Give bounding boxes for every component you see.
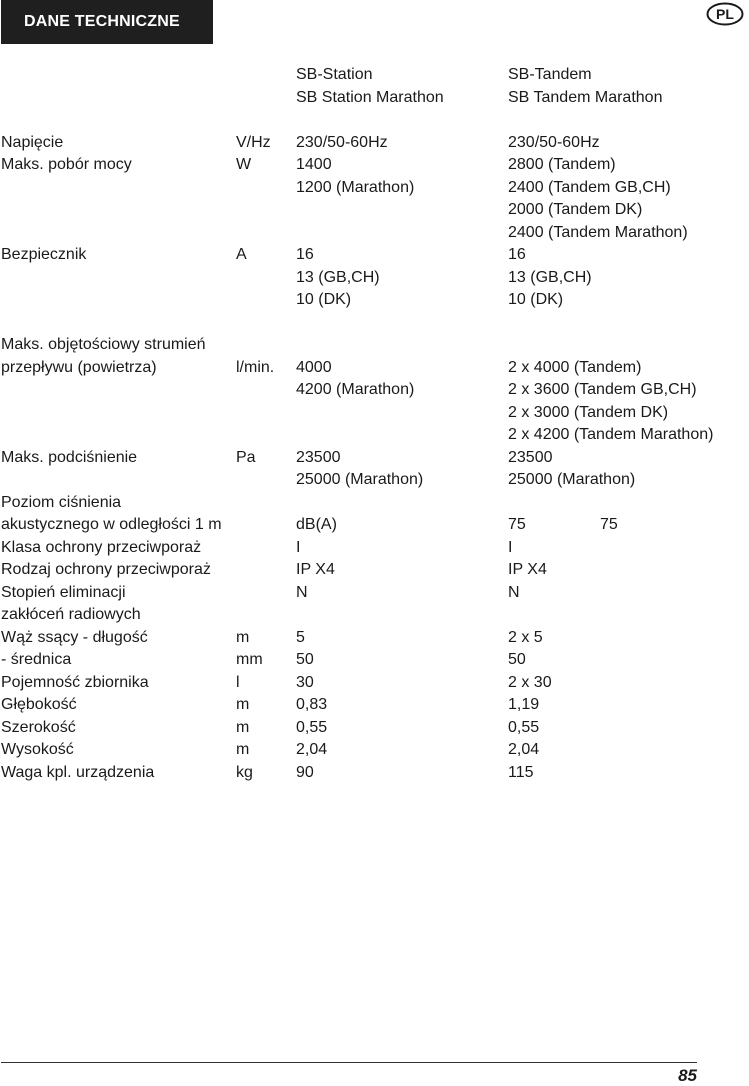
spec-value-station: 25000 (Marathon) <box>296 471 424 488</box>
spec-value-station: 90 <box>296 763 314 781</box>
spec-row <box>1 739 746 762</box>
spec-unit: l <box>236 673 240 691</box>
spec-unit: m <box>236 628 250 646</box>
spec-unit: m <box>236 718 250 736</box>
spec-value-station: N <box>296 583 308 601</box>
spec-label: Wysokość <box>1 741 74 758</box>
spec-value-station: 4200 (Marathon) <box>296 381 415 398</box>
spec-value-tandem: 2 x 4200 (Tandem Marathon) <box>508 426 714 443</box>
spec-value-station: 23500 <box>296 448 341 466</box>
spec-unit: mm <box>236 651 263 668</box>
spec-row <box>1 582 746 605</box>
spec-row <box>1 177 746 200</box>
spec-value-station: 5 <box>296 628 305 646</box>
spec-value-station: I <box>296 538 301 556</box>
spec-value-tandem: 2800 (Tandem) <box>508 156 616 173</box>
spec-row <box>1 447 746 470</box>
spec-value-tandem: 25000 (Marathon) <box>508 471 636 488</box>
spec-row <box>1 199 746 222</box>
spec-label: Maks. objętościowy strumień <box>1 336 206 353</box>
spec-row <box>1 222 746 245</box>
spec-label: zakłóceń radiowych <box>1 606 141 623</box>
spec-value-tandem: SB-Tandem <box>508 66 592 83</box>
spec-value-station: 1200 (Marathon) <box>296 178 415 196</box>
spec-row <box>1 469 746 492</box>
spec-row <box>1 627 746 650</box>
spec-value-station: 16 <box>296 246 314 263</box>
spec-row <box>1 402 746 425</box>
spec-unit: V/Hz <box>236 133 271 151</box>
language-badge <box>706 2 744 26</box>
spec-row <box>1 267 746 290</box>
spec-label: Stopień eliminacji <box>1 583 126 601</box>
spec-value-tandem: 13 (GB,CH) <box>508 268 592 286</box>
spec-label: Waga kpl. urządzenia <box>1 763 155 781</box>
spec-row <box>1 132 746 155</box>
spec-label: Głębokość <box>1 696 77 713</box>
spec-label: Napięcie <box>1 133 64 151</box>
spec-value-station: 1400 <box>296 156 332 173</box>
spec-label: przepływu (powietrza) <box>1 358 157 376</box>
spec-label: - średnica <box>1 651 72 668</box>
spec-value-tandem: 16 <box>508 246 526 263</box>
spec-unit: l/min. <box>236 358 275 376</box>
spec-unit: kg <box>236 763 253 781</box>
spec-value-tandem: 50 <box>508 651 526 668</box>
spec-label: Maks. podciśnienie <box>1 448 138 466</box>
spec-unit: Pa <box>236 448 256 466</box>
section-title-tab <box>1 0 213 44</box>
spec-row <box>1 109 746 132</box>
spec-label: Wąż ssący - długość <box>1 628 148 646</box>
spec-label: Rodzaj ochrony przeciwporaż <box>1 561 211 578</box>
spec-value-tandem: 2400 (Tandem GB,CH) <box>508 178 671 196</box>
spec-value-station: SB-Station <box>296 66 373 83</box>
footer-divider <box>1 1062 697 1063</box>
spec-value-station: 10 (DK) <box>296 291 352 308</box>
spec-unit: m <box>236 741 250 758</box>
spec-unit: A <box>236 246 247 263</box>
spec-value-tandem: I <box>508 538 513 556</box>
spec-row <box>1 334 746 357</box>
spec-value-tandem: 2 x 30 <box>508 673 552 691</box>
spec-row <box>1 762 746 785</box>
technical-spec-table <box>1 64 746 784</box>
spec-row <box>1 492 746 515</box>
spec-label: Maks. pobór mocy <box>1 156 132 173</box>
spec-value-station: 50 <box>296 651 314 668</box>
spec-value-extra: 75 <box>600 516 618 533</box>
spec-row <box>1 424 746 447</box>
language-badge-icon <box>706 2 744 26</box>
language-code: PL <box>716 6 734 22</box>
spec-value-tandem: 2400 (Tandem Marathon) <box>508 223 688 241</box>
spec-value-tandem: 2 x 5 <box>508 628 543 646</box>
spec-row <box>1 514 746 537</box>
spec-value-station: dB(A) <box>296 516 337 533</box>
spec-row <box>1 672 746 695</box>
spec-value-station: 13 (GB,CH) <box>296 268 380 286</box>
spec-value-tandem: 115 <box>508 763 534 781</box>
spec-row <box>1 717 746 740</box>
spec-value-tandem: 23500 <box>508 448 553 466</box>
spec-row <box>1 379 746 402</box>
spec-value-tandem: 0,55 <box>508 718 540 736</box>
spec-value-station: 0,83 <box>296 696 328 713</box>
spec-value-station: 30 <box>296 673 314 691</box>
spec-row <box>1 312 746 335</box>
spec-value-tandem: 1,19 <box>508 696 540 713</box>
spec-row <box>1 537 746 560</box>
spec-row <box>1 604 746 627</box>
spec-value-tandem: 2 x 3000 (Tandem DK) <box>508 403 669 421</box>
spec-value-station: SB Station Marathon <box>296 88 444 106</box>
spec-row <box>1 559 746 582</box>
spec-unit: m <box>236 696 250 713</box>
spec-value-tandem: IP X4 <box>508 561 547 578</box>
spec-row <box>1 87 746 110</box>
spec-label: akustycznego w odległości 1 m <box>1 516 222 533</box>
spec-value-tandem: 2 x 3600 (Tandem GB,CH) <box>508 381 697 398</box>
spec-row <box>1 289 746 312</box>
spec-value-tandem: 230/50-60Hz <box>508 133 600 151</box>
spec-row <box>1 64 746 87</box>
spec-label: Klasa ochrony przeciwporaż <box>1 538 202 556</box>
spec-label: Pojemność zbiornika <box>1 673 149 691</box>
spec-value-station: 0,55 <box>296 718 328 736</box>
spec-value-tandem: SB Tandem Marathon <box>508 88 663 106</box>
spec-value-tandem: N <box>508 583 520 601</box>
spec-value-tandem: 10 (DK) <box>508 291 564 308</box>
spec-value-tandem: 75 <box>508 516 526 533</box>
spec-value-station: 230/50-60Hz <box>296 133 388 151</box>
spec-label: Bezpiecznik <box>1 246 87 263</box>
spec-row <box>1 244 746 267</box>
spec-label: Szerokość <box>1 718 76 736</box>
spec-value-tandem: 2,04 <box>508 741 540 758</box>
spec-value-station: IP X4 <box>296 561 335 578</box>
spec-unit: W <box>236 156 252 173</box>
spec-row <box>1 694 746 717</box>
spec-value-station: 4000 <box>296 358 332 376</box>
spec-label: Poziom ciśnienia <box>1 493 122 511</box>
spec-row <box>1 154 746 177</box>
page-number: 85 <box>678 1066 697 1085</box>
spec-row <box>1 649 746 672</box>
spec-value-tandem: 2000 (Tandem DK) <box>508 201 643 218</box>
spec-row <box>1 357 746 380</box>
section-title: DANE TECHNICZNE <box>24 13 180 30</box>
spec-value-station: 2,04 <box>296 741 328 758</box>
spec-value-tandem: 2 x 4000 (Tandem) <box>508 358 642 376</box>
